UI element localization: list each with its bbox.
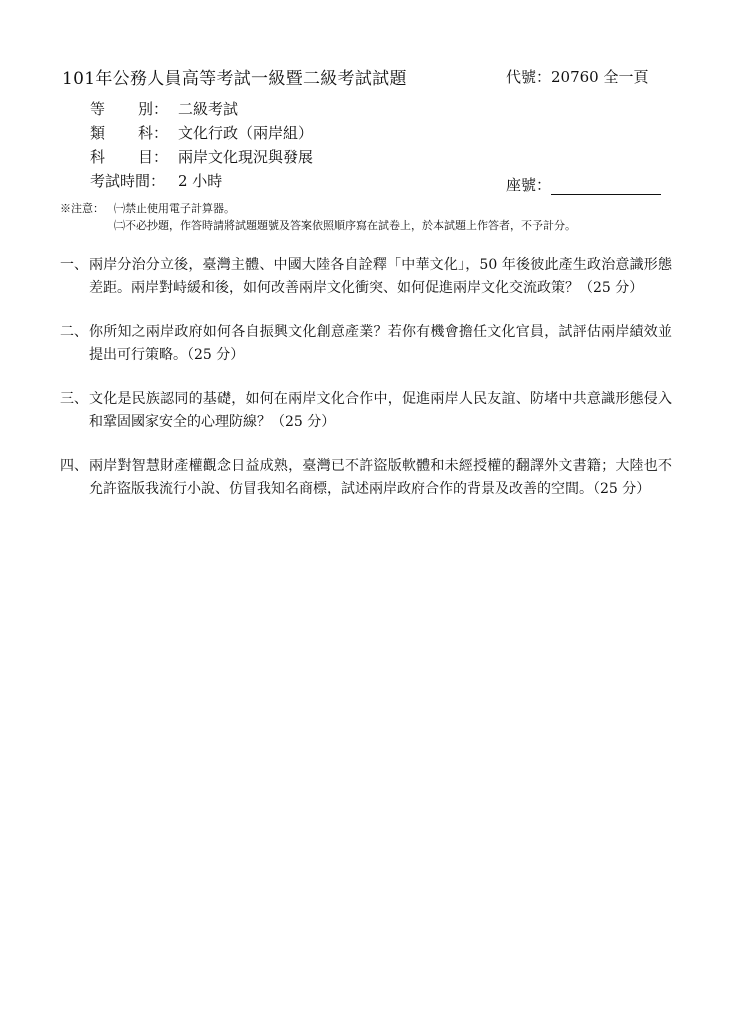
- note-item: ㈠禁止使用電子計算器。: [114, 202, 235, 215]
- info-key-category: 類 科：: [90, 124, 168, 142]
- question-text: 文化是民族認同的基礎，如何在兩岸文化合作中，促進兩岸人民友誼、防堵中共意識形態侵入和鞏固國家安全的心理防線？（25 分）: [89, 391, 672, 430]
- question-list: [60, 254, 672, 522]
- note-item: ㈡不必抄題，作答時請將試題題號及答案依照順序寫在試卷上，於本試題上作答者，不予計分。: [114, 219, 576, 232]
- info-row-subject: [90, 146, 680, 170]
- info-key-level: 等 別：: [90, 100, 168, 118]
- question-number: 四、: [60, 458, 88, 474]
- info-value-duration: 2 小時: [178, 172, 223, 190]
- info-row-level: [90, 98, 680, 122]
- question-number: 三、: [60, 391, 88, 407]
- question-1: [60, 254, 672, 299]
- seat-label: 座號：: [506, 176, 552, 194]
- question-2: [60, 321, 672, 366]
- info-value-subject: 兩岸文化現況與發展: [178, 148, 314, 166]
- question-text: 兩岸分治分立後，臺灣主體、中國大陸各自詮釋「中華文化」，50 年後彼此產生政治意識形態差距。兩岸對峙緩和後，如何改善兩岸文化衝突、如何促進兩岸文化交流政策？（25 分）: [89, 257, 672, 296]
- info-key-duration: 考試時間：: [90, 172, 166, 190]
- question-text: 兩岸對智慧財產權觀念日益成熟，臺灣已不許盜版軟體和未經授權的翻譯外文書籍；大陸也不允許盜版我流行小說、仿冒我知名商標，試述兩岸政府合作的背景及改善的空間。（25 分）: [89, 458, 672, 497]
- info-row-category: [90, 122, 680, 146]
- question-number: 一、: [60, 257, 88, 273]
- notes: [60, 200, 680, 234]
- exam-title: 101年公務人員高等考試一級暨二級考試試題: [62, 69, 407, 89]
- info-value-level: 二級考試: [178, 100, 239, 118]
- question-3: [60, 388, 672, 433]
- info-value-category: 文化行政（兩岸組）: [178, 124, 314, 142]
- exam-header: [62, 64, 672, 90]
- question-4: [60, 455, 672, 500]
- seat-number-blank[interactable]: [551, 178, 661, 195]
- question-number: 二、: [60, 324, 88, 340]
- notes-label: ※注意：: [60, 202, 104, 215]
- info-key-subject: 科 目：: [90, 148, 168, 166]
- seat-number: [506, 174, 661, 195]
- exam-code: 代號：20760 全一頁: [506, 68, 649, 86]
- question-text: 你所知之兩岸政府如何各自振興文化創意產業？若你有機會擔任文化官員，試評估兩岸績效並提出可行策略。（25 分）: [89, 324, 672, 363]
